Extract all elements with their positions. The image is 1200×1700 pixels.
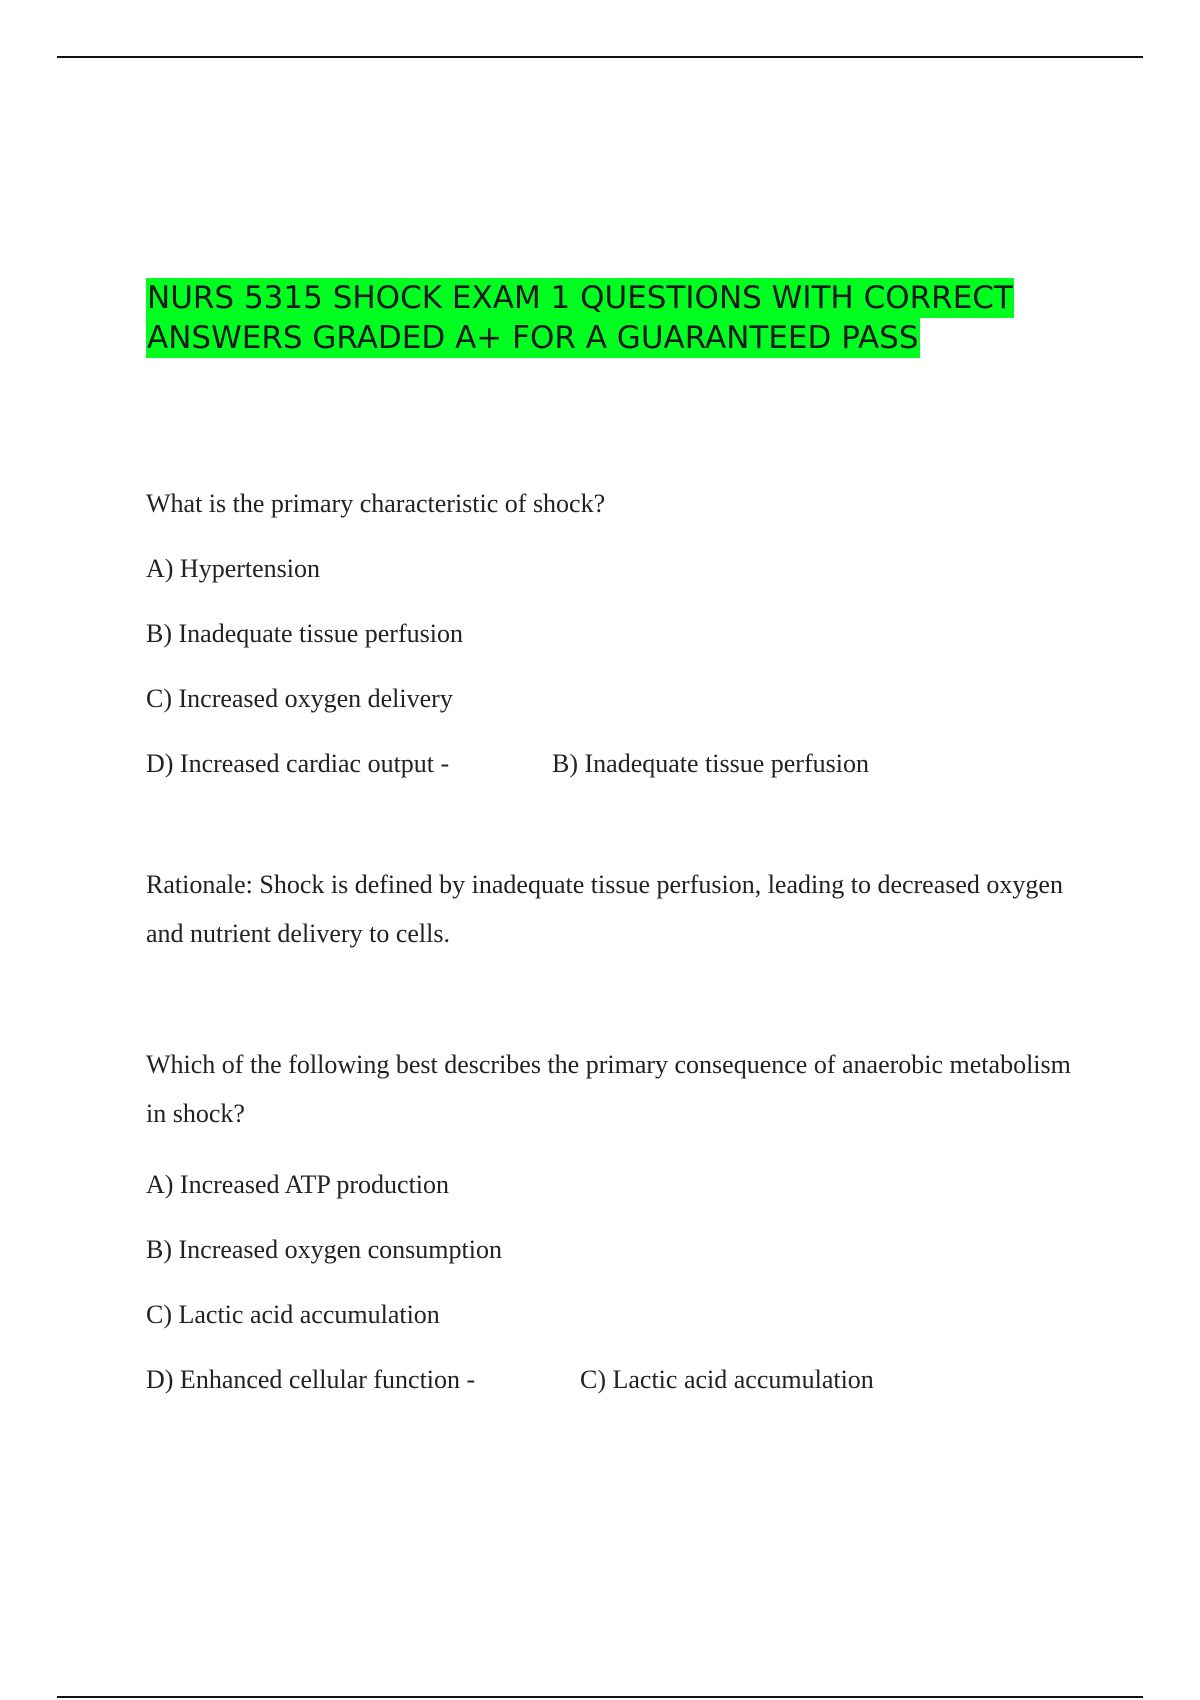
document-title — [146, 278, 1076, 358]
question-text: Which of the following best describes the primary consequence of anaerobic metabolism in shock? — [146, 1050, 1071, 1128]
rationale-block-1 — [146, 860, 1076, 958]
option-d-row — [146, 1347, 1076, 1412]
option-c: C) Lactic acid accumulation — [146, 1300, 440, 1329]
option-d-row — [146, 731, 1076, 796]
question-block-1 — [146, 471, 1076, 796]
correct-answer: B) Inadequate tissue perfusion — [552, 749, 869, 778]
option-c: C) Increased oxygen delivery — [146, 684, 453, 713]
top-rule — [57, 56, 1143, 58]
rationale-text: Rationale: Shock is defined by inadequate tissue perfusion, leading to decreased oxygen and nutrient delivery to cells. — [146, 870, 1063, 948]
option-a: A) Increased ATP production — [146, 1170, 450, 1199]
title-line-2: ANSWERS GRADED A+ FOR A GUARANTEED PASS — [147, 320, 919, 356]
title-line-1: NURS 5315 SHOCK EXAM 1 QUESTIONS WITH CORRECT — [147, 280, 1013, 316]
option-b: B) Increased oxygen consumption — [146, 1235, 502, 1264]
bottom-rule — [57, 1696, 1143, 1698]
option-d: D) Enhanced cellular function - — [146, 1365, 476, 1394]
correct-answer: C) Lactic acid accumulation — [580, 1365, 874, 1394]
option-a: A) Hypertension — [146, 554, 321, 583]
question-text: What is the primary characteristic of shock? — [146, 489, 606, 518]
question-block-2 — [146, 1040, 1076, 1412]
option-b: B) Inadequate tissue perfusion — [146, 619, 463, 648]
option-d: D) Increased cardiac output - — [146, 749, 450, 778]
